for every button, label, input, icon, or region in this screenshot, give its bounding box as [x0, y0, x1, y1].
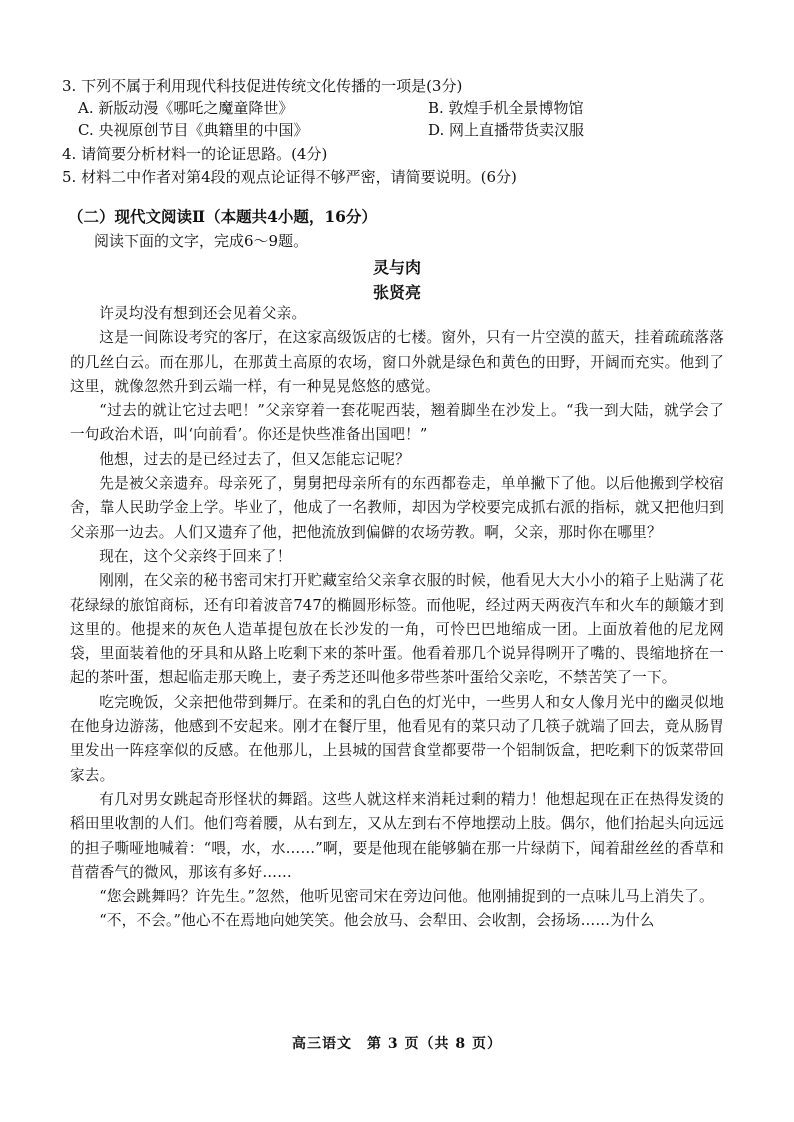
article-paragraph: “不，不会。”他心不在焉地向她笑笑。他会放马、会犁田、会收割，会扬场……为什么: [99, 912, 655, 930]
article-body: [70, 302, 724, 934]
question-3-stem: 3. 下列不属于利用现代科技促进传统文化传播的一项是(3分): [62, 77, 463, 95]
question-3-option-d: D. 网上直播带货卖汉服: [428, 121, 585, 139]
article-title: 灵与肉: [372, 258, 421, 277]
page-footer: 高三语文 第 3 页（共 8 页）: [292, 1036, 502, 1052]
question-4: 4. 请简要分析材料一的论证思路。(4分): [62, 145, 328, 163]
article-paragraph: 刚刚，在父亲的秘书密司宋打开贮藏室给父亲拿衣服的时候，他看见大大小小的箱子上贴满了花花绿绿的旅馆商标，还有印着波音747的椭圆形标签。而他呢，经过两天两夜汽车和火车的颠簸才到这里的。他提来的灰色人造革提包放在长沙发的一角，可怜巴巴地缩成一团。上面放着他的尼龙网袋，里面装着他的牙具和从路上吃剩下来的茶叶蛋。他看着那几个说异得咧开了嘴的、畏缩地挤在一起的茶叶蛋，想起临走那天晚上，妻子秀芝还叫他多带些茶叶蛋给父亲吃，不禁苦笑了一下。: [70, 572, 724, 687]
article-paragraph: 有几对男女跳起奇形怪状的舞蹈。这些人就这样来消耗过剩的精力！他想起现在正在热得发烫的稻田里收割的人们。他们弯着腰，从右到左，又从左到右不停地摆动上肢。偶尔，他们抬起头向远远的担子嘶哑地喊着：“喂，水，水……”啊，要是他现在能够躺在那一片绿荫下，闻着甜丝丝的香草和苜蓿香气的微风，那该有多好……: [70, 790, 724, 881]
article-paragraph: 许灵均没有想到还会见着父亲。: [99, 305, 307, 322]
article-paragraph: “过去的就让它过去吧！”父亲穿着一套花呢西装，翘着脚坐在沙发上。“我一到大陆，就学会了一句政治术语，叫‘向前看’。你还是快些准备出国吧！”: [70, 402, 724, 444]
article-paragraph: 他想，过去的是已经过去了，但又怎能忘记呢？: [99, 450, 410, 468]
section-instruction: 阅读下面的文字，完成6～9题。: [94, 232, 309, 250]
article-paragraph: 现在，这个父亲终于回来了！: [99, 547, 292, 565]
section-heading: （二）现代文阅读Ⅱ（本题共4小题，16分）: [68, 207, 377, 226]
article-paragraph: 吃完晚饭，父亲把他带到舞厅。在柔和的乳白色的灯光中，一些男人和女人像月光中的幽灵似地在他身边游荡，他感到不安起来。刚才在餐厅里，他看见有的菜只动了几筷子就端了回去，竟从肠胃里发出一阵痉挛似的反感。在他那儿，上县城的国营食堂都要带一个铝制饭盒，把吃剩下的饭菜带回家去。: [70, 693, 724, 784]
question-3-option-c: C. 央视原创节目《典籍里的中国》: [78, 121, 309, 139]
question-3-option-b: B. 敦煌手机全景博物馆: [428, 99, 584, 117]
article-author: 张贤亮: [372, 283, 421, 302]
article-paragraph: 先是被父亲遗弃。母亲死了，舅舅把母亲所有的东西都卷走，单单撇下了他。以后他搬到学校宿舍，靠人民助学金上学。毕业了，他成了一名教师，却因为学校要完成抓右派的指标，就又把他归到父亲那一边去。人们又遗弃了他，把他流放到偏僻的农场劳教。啊，父亲，那时你在哪里？: [70, 475, 724, 541]
question-5: 5. 材料二中作者对第4段的观点论证得不够严密，请简要说明。(6分): [62, 168, 517, 186]
article-paragraph: 这是一间陈设考究的客厅，在这家高级饭店的七楼。窗外，只有一片空漠的蓝天，挂着疏疏落落的几丝白云。而在那儿，在那黄土高原的农场，窗口外就是绿色和黄色的田野，开阔而充实。他到了这里，就像忽然升到云端一样，有一种晃晃悠悠的感觉。: [70, 329, 724, 395]
article-paragraph: “您会跳舞吗？许先生。”忽然，他听见密司宋在旁边问他。他刚捕捉到的一点味儿马上消失了。: [99, 888, 714, 906]
question-3-option-a: A. 新版动漫《哪吒之魔童降世》: [78, 99, 294, 117]
